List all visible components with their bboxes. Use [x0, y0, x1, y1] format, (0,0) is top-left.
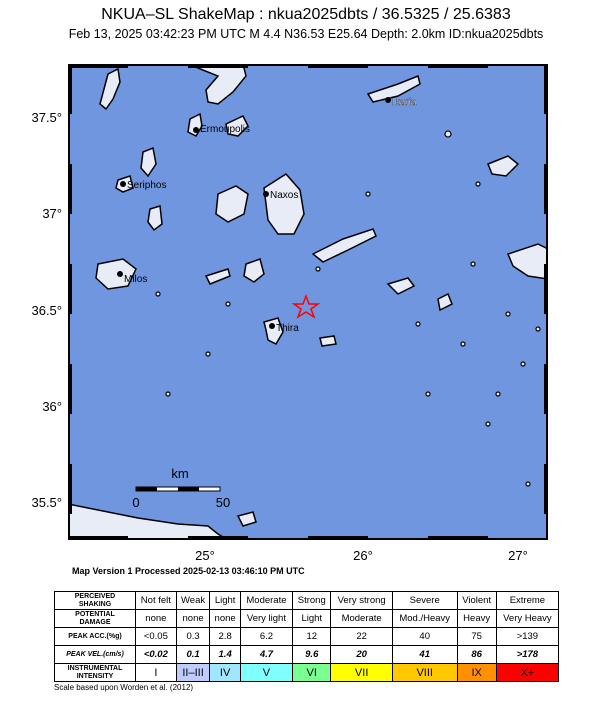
lat-label: 36° [42, 399, 62, 414]
legend-cell: <0.05 [136, 628, 177, 646]
row-label: POTENTIAL DAMAGE [55, 610, 136, 628]
legend-cell: 12 [293, 628, 331, 646]
intensity-cell: V [240, 664, 292, 682]
processed-note: Map Version 1 Processed 2025-02-13 03:46:10 PM UTC [72, 566, 305, 576]
scale-unit: km [171, 466, 189, 481]
scale-reference: Scale based upon Worden et al. (2012) [54, 683, 194, 692]
legend-cell: Severe [392, 592, 457, 610]
legend-cell: >178 [496, 646, 558, 664]
legend-row-acc [55, 628, 559, 646]
legend-cell: Not felt [136, 592, 177, 610]
legend-cell: 4.7 [240, 646, 292, 664]
legend-cell: Very light [240, 610, 292, 628]
legend-cell: 0.1 [176, 646, 210, 664]
legend-cell: >139 [496, 628, 558, 646]
place-label-ermoupolis: Ermoupolis [200, 124, 251, 135]
place-label-thira: Thira [276, 323, 299, 334]
lon-label: 27° [508, 548, 528, 563]
legend-cell: 1.4 [210, 646, 240, 664]
place-marker-seriphos [120, 181, 126, 187]
legend-cell: 2.8 [210, 628, 240, 646]
row-label: PEAK ACC.(%g) [55, 628, 136, 646]
place-label-ikaria: Ikaria [392, 97, 417, 108]
legend-cell: 75 [457, 628, 496, 646]
legend-cell: 6.2 [240, 628, 292, 646]
intensity-cell: VIII [392, 664, 457, 682]
intensity-cell: I [136, 664, 177, 682]
place-marker-naxos [263, 191, 269, 197]
legend-cell: none [176, 610, 210, 628]
legend-cell: 22 [331, 628, 393, 646]
legend-cell: 86 [457, 646, 496, 664]
row-label: PEAK VEL.(cm/s) [55, 646, 136, 664]
lat-label: 36.5° [31, 303, 62, 318]
legend-cell: none [210, 610, 240, 628]
legend-cell: Weak [176, 592, 210, 610]
legend-cell: 20 [331, 646, 393, 664]
lat-label: 37.5° [31, 110, 62, 125]
scale-start: 0 [132, 495, 140, 510]
lon-label: 26° [353, 548, 373, 563]
place-label-naxos: Naxos [270, 190, 299, 201]
intensity-legend [54, 591, 559, 682]
legend-row-shaking [55, 592, 559, 610]
place-label-seriphos: Seriphos [127, 180, 167, 191]
legend-cell: 41 [392, 646, 457, 664]
legend-cell: 9.6 [293, 646, 331, 664]
shakemap[interactable] [68, 64, 548, 540]
lon-label: 25° [195, 548, 215, 563]
legend-cell: Strong [293, 592, 331, 610]
legend-cell: <0.02 [136, 646, 177, 664]
legend-cell: Mod./Heavy [392, 610, 457, 628]
intensity-cell: IX [457, 664, 496, 682]
legend-cell: 0.3 [176, 628, 210, 646]
scale-end: 50 [215, 495, 231, 510]
intensity-cell: IV [210, 664, 240, 682]
legend-row-damage [55, 610, 559, 628]
row-label: PERCEIVED SHAKING [55, 592, 136, 610]
intensity-cell: X+ [496, 664, 558, 682]
row-label: INSTRUMENTAL INTENSITY [55, 664, 136, 682]
legend-cell: 40 [392, 628, 457, 646]
legend-cell: Light [293, 610, 331, 628]
legend-cell: Light [210, 592, 240, 610]
intensity-cell: VI [293, 664, 331, 682]
legend-cell: Violent [457, 592, 496, 610]
map-title: NKUA–SL ShakeMap : nkua2025dbts / 36.5325 / 25.6383 [101, 6, 511, 23]
place-marker-milos [117, 271, 123, 277]
legend-cell: Moderate [331, 610, 393, 628]
legend-cell: Heavy [457, 610, 496, 628]
place-marker-ikaria [385, 97, 391, 103]
event-info: Feb 13, 2025 03:42:23 PM UTC M 4.4 N36.53 E25.64 Depth: 2.0km ID:nkua2025dbts [68, 27, 544, 41]
lat-label: 35.5° [31, 495, 62, 510]
place-marker-ermoupolis [193, 127, 199, 133]
legend-row-vel [55, 646, 559, 664]
legend-row-intensity [55, 664, 559, 682]
legend-cell: none [136, 610, 177, 628]
legend-cell: Extreme [496, 592, 558, 610]
legend-cell: Very strong [331, 592, 393, 610]
place-marker-thira [269, 323, 275, 329]
intensity-cell: II–III [176, 664, 210, 682]
legend-cell: Very Heavy [496, 610, 558, 628]
legend-cell: Moderate [240, 592, 292, 610]
lat-label: 37° [42, 206, 62, 221]
intensity-cell: VII [331, 664, 393, 682]
place-label-milos: Milos [124, 274, 148, 285]
